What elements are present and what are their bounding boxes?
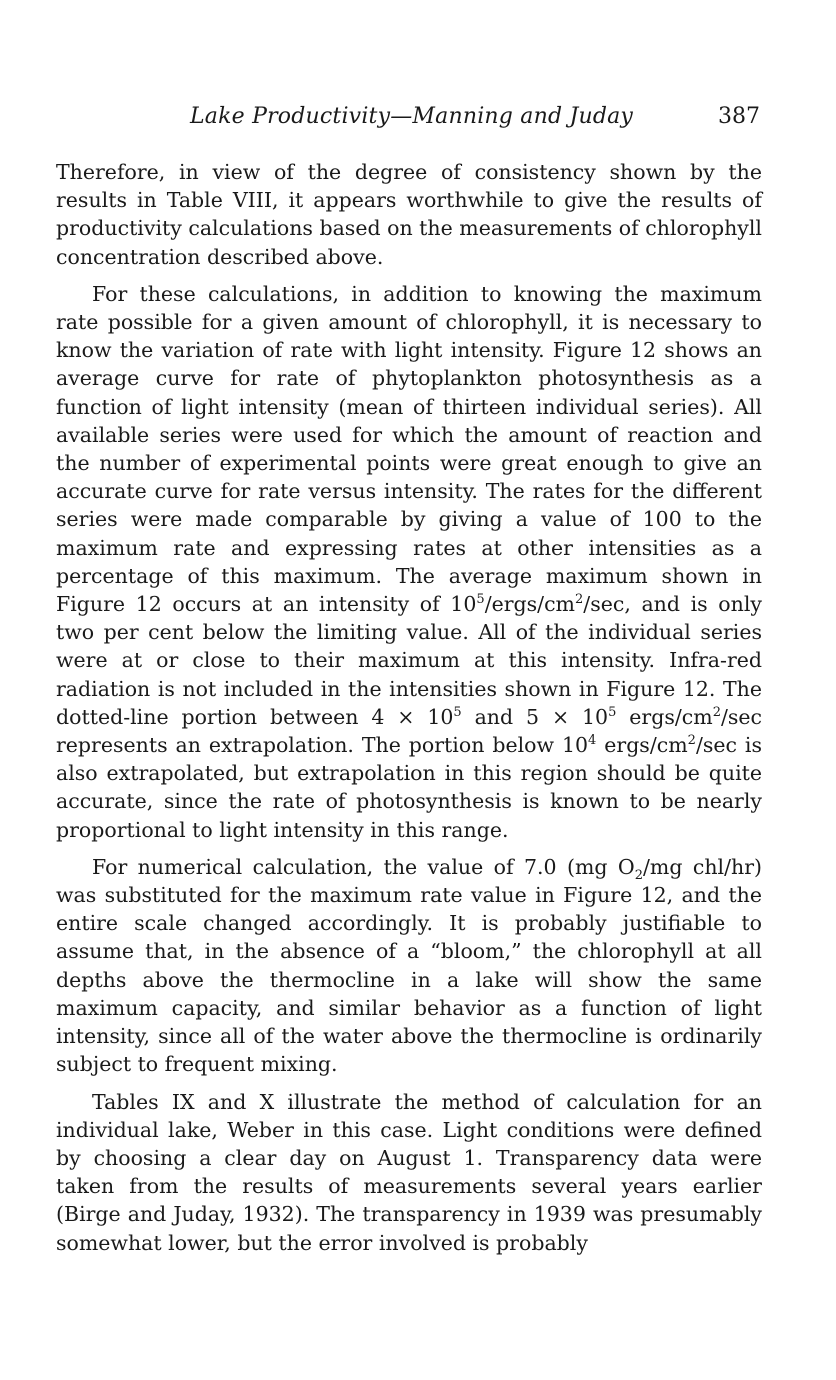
paragraph-tables-ix-x: Tables IX and X illustrate the method of calculation for an individual lake, Weber in this case. Light conditions were defined by choosing a clear day on August 1. Transparency data were taken from the results of measurements several years earlier (Birge and Juday, 1932). The transparency in 1939 was presumably somewhat lower, but the error involved is probably [56, 1089, 762, 1255]
paragraph-light-intensity: For these calculations, in addition to knowing the maximum rate possible for a given amount of chlorophyll, it is necessary to know the variation of rate with light intensity. Figure 12 shows an average curve for rate of phytoplankton photosynthesis as a function of light intensity (mean of thirteen individual series). All available series were used for which the amount of reaction and the number of experimental points were great enough to give an accurate curve for rate versus intensity. The rates for the different series were made comparable by giving a value of 100 to the maximum rate and expressing rates at other intensities as a percentage of this maximum. The average maximum shown in Figure 12 occurs at an intensity of $10^5/ergs/cm^2/\sec$, and is only two per cent below the limiting value. All of the individual series were at or close to their maximum at this intensity. Infra-red radiation is not included in the intensities shown in Figure 12. The dotted-line portion between $4 \times 10^5$ and $5 \times 10^5$ ergs/$cm^2/\sec$ represents an extrapolation. The portion below $10^4$ ergs/$cm^2/\sec$ is also extrapolated, but extrapolation in this region should be quite accurate, since the rate of photosynthesis is known to be nearly proportional to light intensity in this range. [56, 281, 763, 842]
page-number: 387 [718, 104, 760, 129]
paragraph-consistency: Therefore, in view of the degree of consistency shown by the results in Table VIII, it appears worthwhile to give the results of productivity calculations based on the measurements of chlorophyll concentration described above. [56, 160, 762, 269]
document-page [56, 0, 762, 1380]
running-title: Lake Productivity—Manning and Juday [190, 104, 634, 129]
paragraph-numerical-calculation: For numerical calculation, the value of 7.0 (mg $O_2/mg$ chl/hr) was substituted for the maximum rate value in Figure 12, and the entire scale changed accordingly. It is probably justifiable to assume that, in the absence of a “bloom,” the chlorophyll at all depths above the thermocline in a lake will show the same maximum capacity, and similar behavior as a function of light intensity, since all of the water above the thermocline is ordinarily subject to frequent mixing. [56, 854, 762, 1077]
running-header [56, 100, 762, 134]
body-text [56, 158, 762, 1266]
